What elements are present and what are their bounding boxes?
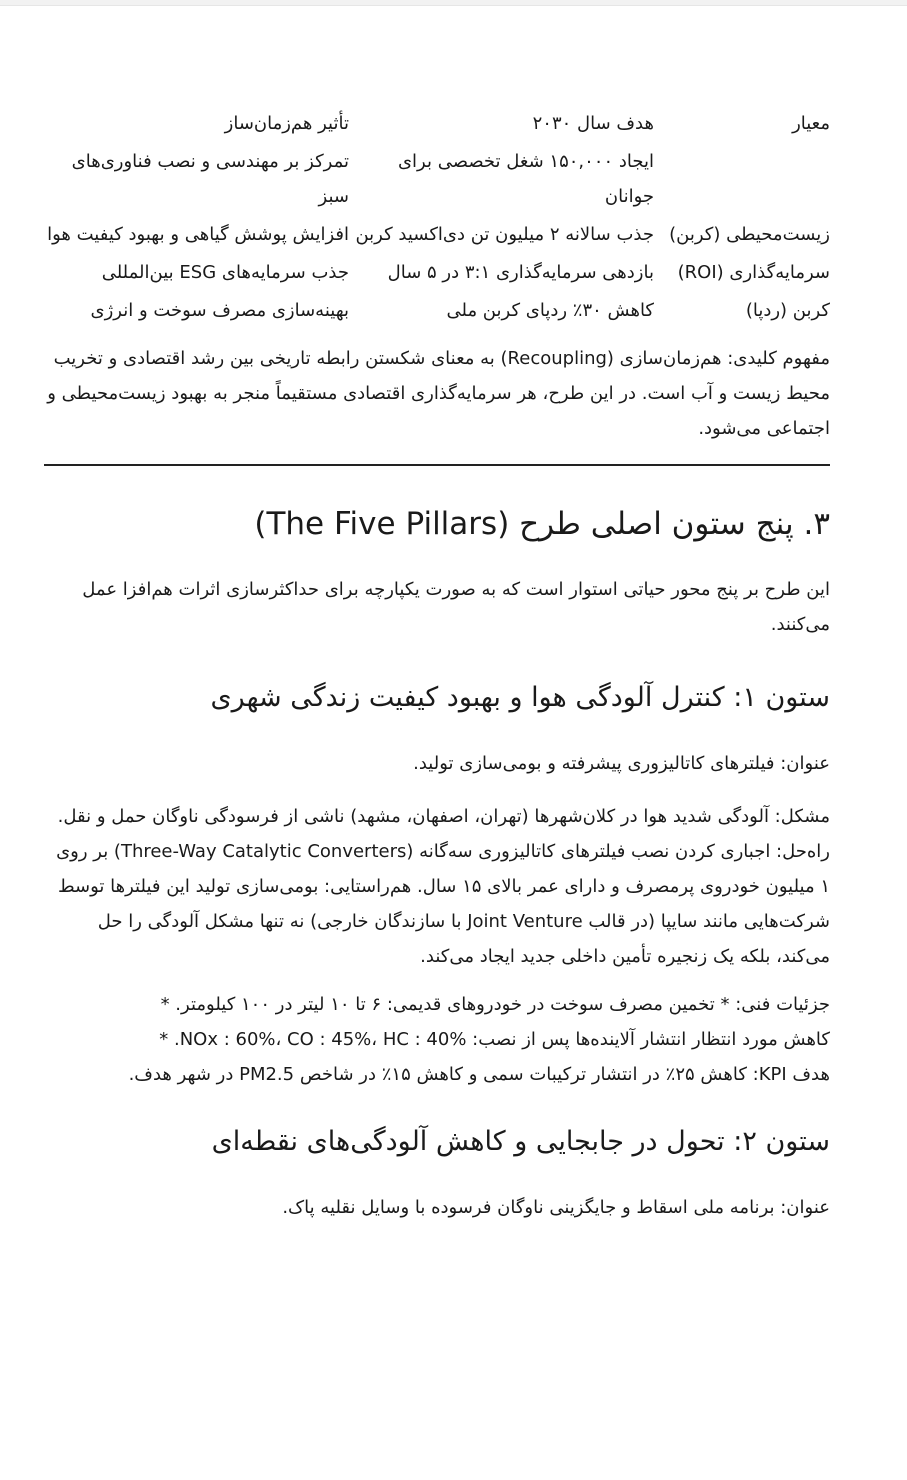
section-3-intro: این طرح بر پنج محور حیاتی استوار است که به صورت یکپارچه برای حداکثرسازی اثرات هم‌افزا عمل می‌کنند. (82, 579, 830, 635)
table-cell: بهینه‌سازی مصرف سوخت و انرژی (90, 300, 349, 321)
table-header-row (44, 106, 830, 144)
technical-line: کاهش مورد انتظار انتشار آلاینده‌ها پس از نصب: NOx : 60%، CO : 45%، HC : 40%. * (159, 1029, 830, 1050)
table-row (44, 217, 830, 255)
table-row (44, 144, 830, 217)
technical-line: جزئیات فنی: * تخمین مصرف سوخت در خودروهای قدیمی: ۶ تا ۱۰ لیتر در ۱۰۰ کیلومتر. * (160, 994, 830, 1015)
pillar-2-heading: ستون ۲: تحول در جابجایی و کاهش آلودگی‌های نقطه‌ای (211, 1126, 830, 1157)
pillar-2-title: عنوان: برنامه ملی اسقاط و جایگزینی ناوگان فرسوده با وسایل نقلیه پاک. (282, 1197, 830, 1218)
table-cell: افزایش پوشش گیاهی و بهبود کیفیت هوا (47, 224, 349, 245)
document-body (44, 106, 830, 1225)
table-cell: بازدهی سرمایه‌گذاری ۳:۱ در ۵ سال (387, 262, 654, 283)
table-header-cell: تأثیر هم‌زمان‌ساز (224, 113, 349, 134)
table-header-cell: هدف سال ۲۰۳۰ (532, 113, 654, 134)
pillar-1-technical-details (44, 987, 830, 1092)
section-3-heading: ۳. پنج ستون اصلی طرح (The Five Pillars) (254, 506, 830, 542)
pillar-1-problem-solution: مشکل: آلودگی شدید هوا در کلان‌شهرها (تهران، اصفهان، مشهد) ناشی از فرسودگی ناوگان حمل و نقل. راه‌حل: اجباری کردن نصب فیلترهای کاتالیزوری سه‌گانه (Three-Way Catalytic Converters) بر روی ۱ میلیون خودروی پرمصرف و دارای عمر بالای ۱۵ سال. هم‌راستایی: بومی‌سازی تولید این فیلترها توسط شرکت‌هایی مانند سایپا (در قالب Joint Venture با سازندگان خارجی) نه تنها مشکل آلودگی را حل می‌کند، بلکه یک زنجیره تأمین داخلی جدید ایجاد می‌کند. (56, 806, 830, 967)
technical-line: هدف KPI: کاهش ۲۵٪ در انتشار ترکیبات سمی و کاهش ۱۵٪ در شاخص PM2.5 در شهر هدف. (128, 1064, 830, 1085)
table-header-cell: معیار (792, 113, 830, 134)
table-cell: کاهش ۳۰٪ ردپای کربن ملی (446, 300, 654, 321)
table-cell: ایجاد ۱۵۰,۰۰۰ شغل تخصصی برای جوانان (397, 151, 654, 207)
table-cell: سرمایه‌گذاری (ROI) (677, 262, 830, 283)
pillar-1-heading: ستون ۱: کنترل آلودگی هوا و بهبود کیفیت زندگی شهری (210, 682, 830, 713)
table-cell: جذب سرمایه‌های ESG بین‌المللی (101, 262, 349, 283)
table-cell: تمرکز بر مهندسی و نصب فناوری‌های سبز (71, 151, 349, 207)
top-edge-bar (0, 0, 907, 6)
pillar-1-title: عنوان: فیلترهای کاتالیزوری پیشرفته و بومی‌سازی تولید. (413, 753, 830, 774)
section-divider (44, 464, 830, 466)
table-cell: زیست‌محیطی (کربن) (669, 224, 830, 245)
table-cell: کربن (ردپا) (745, 300, 830, 321)
table-row (44, 255, 830, 293)
key-concept-paragraph: مفهوم کلیدی: هم‌زمان‌سازی (Recoupling) به معنای شکستن رابطه تاریخی بین رشد اقتصادی و تخریب محیط زیست و آب است. در این طرح، هر سرمایه‌گذاری اقتصادی مستقیماً منجر به بهبود زیست‌محیطی و اجتماعی می‌شود. (47, 348, 830, 439)
table-cell: جذب سالانه ۲ میلیون تن دی‌اکسید کربن (355, 224, 654, 245)
table-row (44, 293, 830, 331)
table-cell (654, 144, 830, 217)
metrics-table (44, 106, 830, 331)
